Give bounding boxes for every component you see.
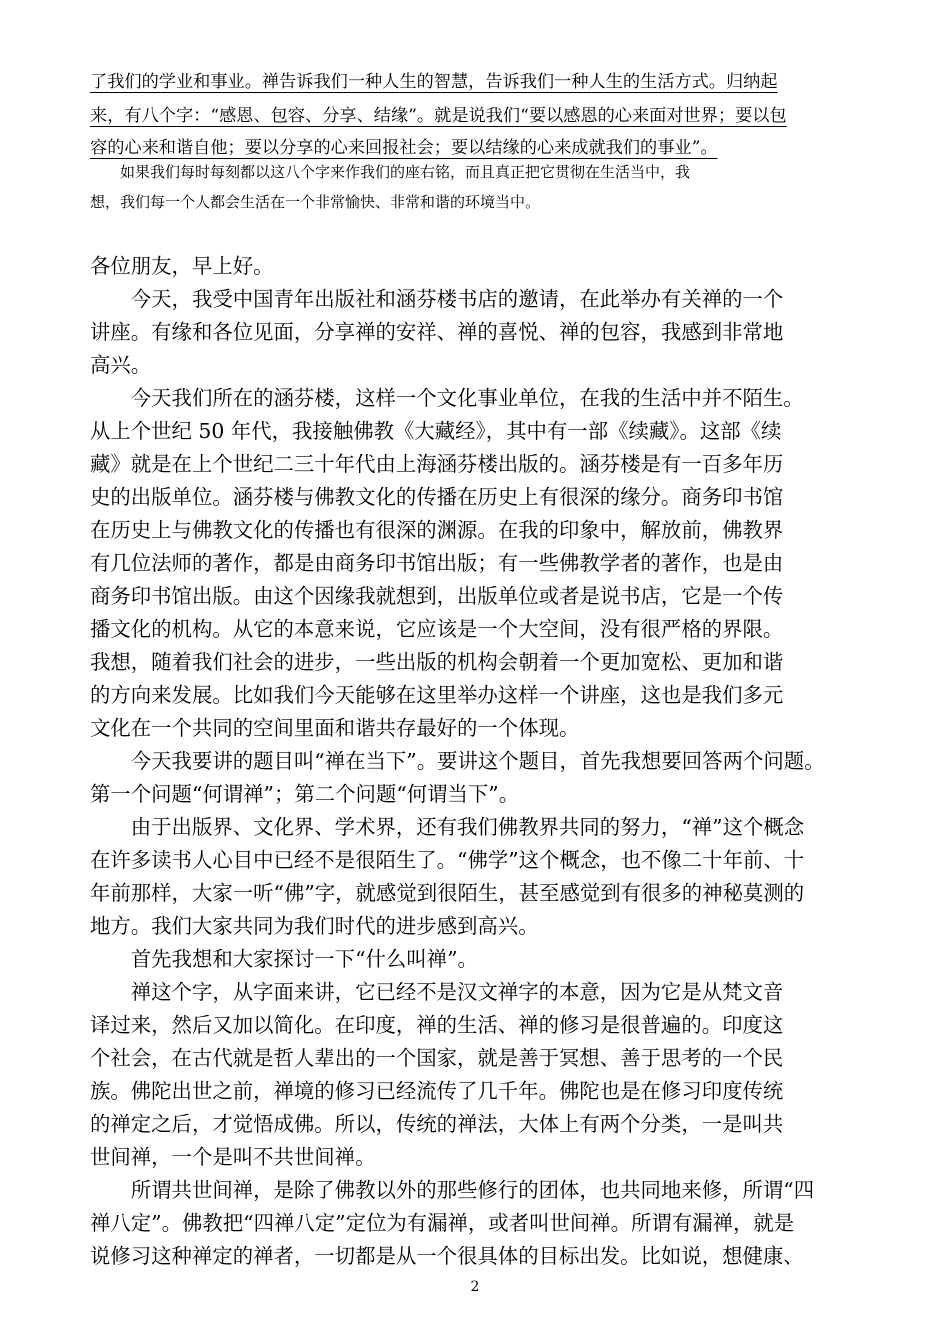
body-line: 年前那样，大家一听“佛”字，就感觉到很陌生，甚至感觉到有很多的神秘莫测的 <box>90 881 805 905</box>
body-line: 的禅定之后，才觉悟成佛。所以，传统的禅法，大体上有两个分类，一是叫共 <box>90 1112 784 1136</box>
body-line: 我想，随着我们社会的进步，一些出版的机构会朝着一个更加宽松、更加和谐 <box>90 650 784 674</box>
intro-line: 容的心来和谐自他；要以分享的心来回报社会；要以结缘的心来成就我们的事业”。 <box>90 138 718 158</box>
body-line: 今天，我受中国青年出版社和涵芬楼书店的邀请，在此举办有关禅的一个 <box>90 287 784 311</box>
body-line: 个社会，在古代就是哲人辈出的一个国家，就是善于冥想、善于思考的一个民 <box>90 1046 784 1070</box>
body-line: 的方向来发展。比如我们今天能够在这里举办这样一个讲座，这也是我们多元 <box>90 683 784 707</box>
body-line: 藏》就是在上个世纪二三十年代由上海涵芬楼出版的。涵芬楼是有一百多年历 <box>90 452 784 476</box>
body-line: 地方。我们大家共同为我们时代的进步感到高兴。 <box>90 914 539 938</box>
body-line: 禅八定”。佛教把“四禅八定”定位为有漏禅，或者叫世间禅。所谓有漏禅，就是 <box>90 1211 795 1235</box>
body-line: 族。佛陀出世之前，禅境的修习已经流传了几千年。佛陀也是在修习印度传统 <box>90 1079 784 1103</box>
body-line: 由于出版界、文化界、学术界，还有我们佛教界共同的努力，“禅”这个概念 <box>90 815 805 839</box>
body-line: 第一个问题“何谓禅”；第二个问题“何谓当下”。 <box>90 782 520 806</box>
body-line: 史的出版单位。涵芬楼与佛教文化的传播在历史上有很深的缘分。商务印书馆 <box>90 485 784 509</box>
page-number: 2 <box>470 1279 480 1295</box>
body-line: 有几位法师的著作，都是由商务印书馆出版；有一些佛教学者的著作，也是由 <box>90 551 784 575</box>
body-line: 说修习这种禅定的禅者，一切都是从一个很具体的目标出发。比如说，想健康、 <box>90 1244 804 1268</box>
body-line: 今天我们所在的涵芬楼，这样一个文化事业单位，在我的生活中并不陌生。 <box>90 386 804 410</box>
body-line: 所谓共世间禅，是除了佛教以外的那些修行的团体，也共同地来修，所谓“四 <box>90 1178 815 1202</box>
body-line: 在历史上与佛教文化的传播也有很深的渊源。在我的印象中，解放前，佛教界 <box>90 518 784 542</box>
body-line: 讲座。有缘和各位见面，分享禅的安祥、禅的喜悦、禅的包容，我感到非常地 <box>90 320 784 344</box>
body-line: 各位朋友，早上好。 <box>90 254 274 278</box>
body-line: 首先我想和大家探讨一下“什么叫禅”。 <box>90 947 478 971</box>
body-line: 在许多读书人心目中已经不是很陌生了。“佛学”这个概念，也不像二十年前、十 <box>90 848 805 872</box>
small-line: 想，我们每一个人都会生活在一个非常愉快、非常和谐的环境当中。 <box>90 193 541 211</box>
body-line: 禅这个字，从字面来讲，它已经不是汉文禅字的本意，因为它是从梵文音 <box>90 980 784 1004</box>
intro-line: 了我们的学业和事业。禅告诉我们一种人生的智慧，告诉我们一种人生的生活方式。归纳起 <box>90 72 778 92</box>
body-line: 世间禅，一个是叫不共世间禅。 <box>90 1145 376 1169</box>
body-line: 文化在一个共同的空间里面和谐共存最好的一个体现。 <box>90 716 580 740</box>
body-line: 播文化的机构。从它的本意来说，它应该是一个大空间，没有很严格的界限。 <box>90 617 784 641</box>
body-line: 今天我要讲的题目叫“禅在当下”。要讲这个题目，首先我想要回答两个问题。 <box>90 749 825 773</box>
body-line: 高兴。 <box>90 353 152 377</box>
body-line: 译过来，然后又加以简化。在印度，禅的生活、禅的修习是很普遍的。印度这 <box>90 1013 784 1037</box>
intro-line: 来，有八个字：“感恩、包容、分享、结缘”。就是说我们“要以感恩的心来面对世界；要以包 <box>90 106 787 126</box>
small-line: 如果我们每时每刻都以这八个字来作我们的座右铭，而且真正把它贯彻在生活当中，我 <box>90 163 691 181</box>
body-line: 商务印书馆出版。由这个因缘我就想到，出版单位或者是说书店，它是一个传 <box>90 584 784 608</box>
body-line: 从上个世纪 50 年代，我接触佛教《大藏经》，其中有一部《续藏》。这部《续 <box>90 419 782 443</box>
